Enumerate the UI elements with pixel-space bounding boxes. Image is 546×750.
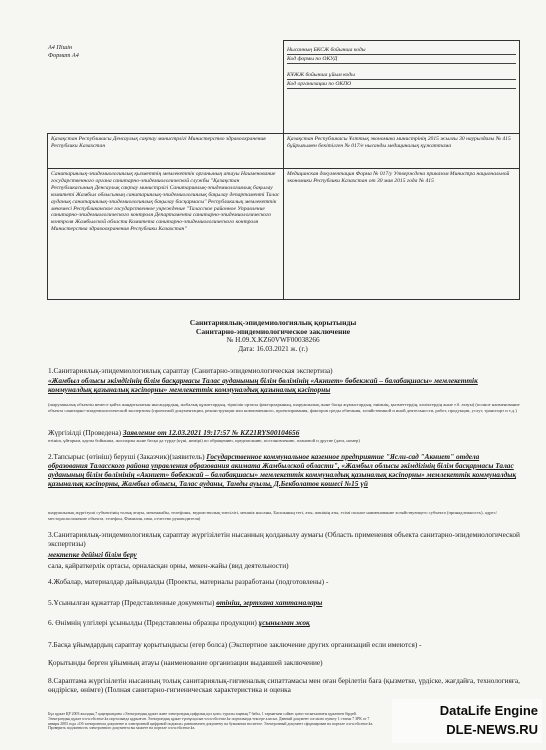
header-table (47, 40, 520, 300)
registration-label: Жүргізілді (Проведена) (48, 428, 122, 437)
section-3-value-wrap (48, 550, 520, 559)
registration-note: өтініш, ұйғарым, қаулы бойынша, жоспарлы және басқа да түрде (күні, нөмірі) по обращению, предписанию, постановлению, плановой и другие (дата, номер) (48, 438, 360, 443)
code-okpo-kz: КҰЖЖ бойынша ұйым коды (287, 72, 516, 80)
section-1-label: 1.Санитариялық-эпидемиологиялық сараптау (Санитарно-эпидемиологическая экспертиза) (48, 366, 333, 375)
section-7: 7.Басқа ұйымдардың сараптау қорытындысы (егер болса) (Экспертное заключение других организаций если имеются) - (48, 640, 422, 649)
section-1-value-wrap (48, 376, 520, 394)
form-approval-cell: Медицинская документация Форма № 017/у Утверждена приказом Министра национальной экономики Республики Казахстан от 30 мая 2015 года № 415 (284, 169, 520, 300)
registration-line (48, 428, 520, 437)
section-7-org: Қорытынды берген ұйымның атауы (наименование организации выдавшей заключение) (48, 658, 323, 667)
section-3-label: 3.Санитариялық-эпидемиологиялық сараптау жүргізілетін нысанның қолданылу аумағы (Область применения объекта санитарно-эпидемиологической экспертизы) (48, 530, 520, 548)
section-2-label: 2.Тапсырыс (өтініш) беруші (Заказчик)(заявитель) (48, 452, 205, 461)
header-blank-cell (48, 41, 284, 134)
section-2 (48, 452, 520, 488)
section-5-label: 5.Ұсынылған құжаттар (Представленные документы) (48, 598, 215, 607)
section-1-value: «Жамбыл облысы әкімдігінің білім басқармасы Талас ауданының білім бөлімінің «Акниет» бөбекжай – балабақшасы» мемлекеттік коммуналдық қазыналық кәсіпорны» мемлекеттік коммуналдық қазыналық кәсіпорны (48, 376, 478, 394)
section-5 (48, 598, 520, 607)
section-6-label: 6. Өнімнің үлгілері ұсынылды (Представлены образцы продукции) (48, 618, 257, 627)
conclusion-date: Дата: 16.03.2021 ж. (г.) (238, 345, 308, 353)
section-3-value: мектепке дейінгі білім беру (48, 550, 137, 559)
code-okpo-ru: Код организации по ОКПО (287, 81, 516, 89)
ministry-left-cell: Қазақстан Республикасы Денсаулық сақтау министрлігі Министерство здравоохранения Республики Казахстан (48, 134, 284, 169)
section-2-value: Государственное коммунальное казенное предприятие "Ясли-сад "Акниет" отдела образования Таласского района управления образования акимата Жамбылской области", «Жамбыл облысы әкімдігінің білім басқармасы Талас ауданының білім бөлімінің «Акниет» бөбекжай – балабақшасы» мемлекеттік коммуналдық қазыналық кәсіпорны» мемлекеттік коммуналдық қазыналық кәсіпорны, Жамбыл облысы, Талас ауданы, Тамды ауылы, Д.Бекболатов көшесі №15 үй (48, 452, 517, 488)
title-ru: Санитарно-эпидемиологическое заключение (195, 327, 351, 336)
code-okud-kz: Нысанның БКСЖ бойынша коды (287, 47, 516, 55)
section-8: 8.Сараптама жүргізілетін нысанның толық санитариялық-гигиеналық сипаттамасы мен оған берілетін баға (қызметке, үрдіске, жағдайға, технологияға, өндіріске, өнімге) (Полная санитарно-гигиеническая характеристика и оценка (48, 676, 520, 694)
footer-legal-note: Бұл құжат ҚР 2003 жылдың 7 қаңтарындағы «Электрондық құжат және электрондық цифрлық қол қою» туралы заңның 7 бабы, 1 тармағына сәйкес қағаз тасығыштағы құжатпен бірдей. Электрондық құжат www.elicense.kz порталында құрылған. Электрондық құжат түпнұсқасын www.elicense.kz порталында тексере аласыз. Данный документ согласно пункту 1 статьи 7 ЗРК от 7 января 2003 года «Об электронном документе и электронной цифровой подписи» равнозначен документу на бумажном носителе. Электронный документ сформирован на портале www.elicense.kz. Проверить подлинность электронного документа вы можете на портале www.elicense.kz. (48, 712, 374, 731)
watermark-line-2: DLE-NEWS.RU (446, 722, 538, 737)
title-kz: Санитариялық-эпидемиологиялық қорытынды (189, 318, 357, 327)
section-6 (48, 618, 520, 627)
format-line-kz: А4 Пішін (48, 44, 73, 51)
section-6-value: ұсынылған жоқ (258, 618, 310, 627)
format-line-ru: Формат А4 (48, 52, 79, 59)
section-3-note: сала, қайраткерлік ортасы, орналасқан орны, мекен-жайы (вид деятельности) (48, 561, 289, 570)
code-okud-ru: Код формы по ОКУД (287, 56, 516, 64)
header-codes-cell (284, 41, 520, 134)
conclusion-number: № H.09.X.KZ60VWF00038266 (226, 336, 320, 344)
watermark-line-1: DataLife Engine (439, 703, 538, 718)
registration-value: Заявление от 12.03.2021 19:17:57 № KZ21RYS00104656 (122, 428, 300, 437)
section-4: 4.Жобалар, материалдар дайындалды (Проекты, материалы разработаны (подготовлены) - (48, 577, 329, 586)
section-1-note: (шаруашылық обьектін немесе қайта жаңартылатын нысандардың, жобалық құжаттардың, тіршілік ортасы факторларының, шаруашылық және басқа жұмыстардың, өнімнің, қызметтердің, көліктердің және т.б. атауы) (полное наименование объекта санитарно-эпидемиологической экспертизы (проектной документации, реконструкции или новоизменного, проектирования, факторов среды обитания, хозяйственной и иной деятельности, работ, продукции, услуг, транспорт и т.д.) (48, 402, 520, 413)
ministry-right-cell: Қазақстан Республикасы Ұлттық экономика министрінің 2015 жылғы 30 наурыздағы № 415 бұйрығымен бекітілген № 017/е нысанды медициналық құжаттама (284, 134, 520, 169)
organization-name-cell: Санитариялық-эпидемиологиялық қызметтің мемлекеттік органының атауы Наименование государственного органа санитарно-эпидемиологической службы "Қазақстан Республикасының Денсаулық сақтау министрлігі Санитариялық-эпидемиологиялық бақылау комитеті Жамбыл облысының санитариялық-эпидемиологиялық бақылау департаменті Талас ауданық санитариялық-эпидемиологиялық бақылау басқармасы" Республикалық мемлекеттік мекемесі Республиканское государственное учреждение "Таласское районное Управление санитарно-эпидемиологического контроля Департамента санитарно-эпидемиологического контроля Жамбылской области Комитета санитарно-эпидемиологического контроля Министерства здравоохранения Республики Казахстан" (48, 169, 284, 300)
section-5-value: өтініш, зертхана хаттамалары (216, 598, 323, 607)
section-2-note: шаруашылық жүргізуші субъектінің толық атауы, мекенжайы, телефоны, ведомстволық тиесілігі, меншік нысаны, Басшының тегі, аты, жөнінің аты, есімі полное наименование хозяйствующего субъекта (принадлежность), адрес/месторасположение объекта, телефон, Фамилия, имя, отчество руководителя) (48, 510, 498, 521)
